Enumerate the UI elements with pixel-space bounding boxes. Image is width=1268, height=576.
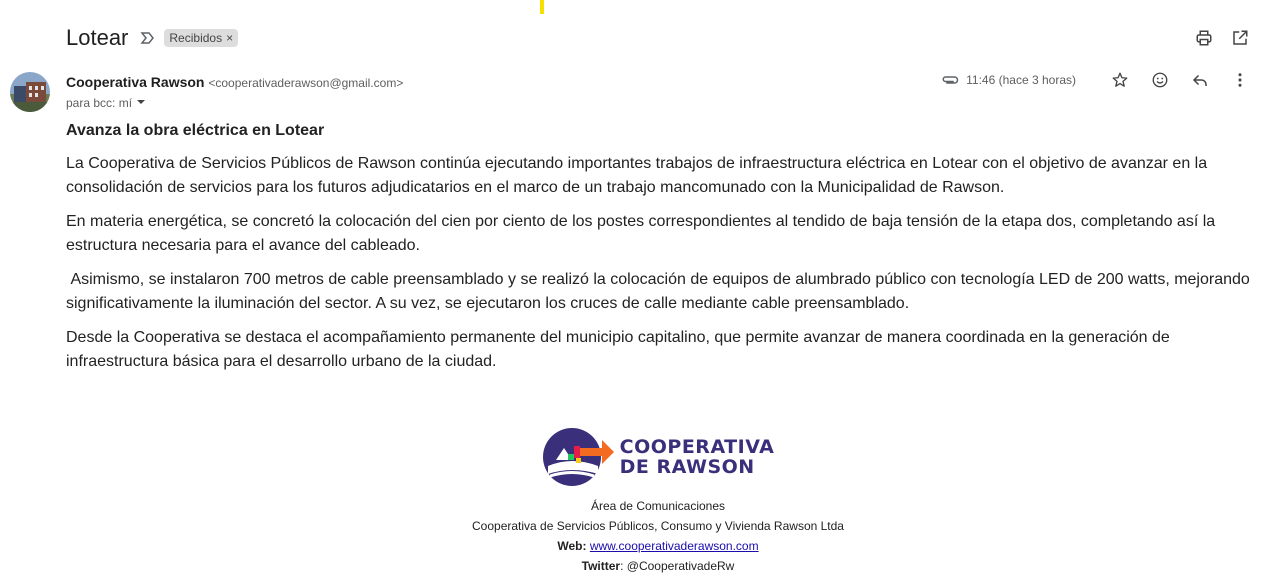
email-body	[66, 120, 1256, 384]
label-chip-inbox[interactable]	[164, 29, 238, 47]
label-remove-icon[interactable]: ×	[226, 31, 234, 45]
recipient-text: para bcc: mí	[66, 96, 133, 110]
email-signature	[0, 426, 1268, 576]
attachment-icon	[940, 70, 960, 90]
print-icon[interactable]	[1194, 28, 1214, 48]
label-chip-text: Recibidos	[169, 31, 223, 45]
web-label: Web:	[557, 539, 587, 553]
logo-line-2: DE RAWSON	[619, 456, 755, 478]
dropdown-arrow-icon[interactable]	[136, 96, 146, 110]
cooperativa-logo-icon	[542, 426, 614, 488]
email-subject: Lotear	[66, 25, 129, 50]
body-heading: Avanza la obra eléctrica en Lotear	[66, 122, 325, 139]
sender-row	[66, 74, 403, 90]
avatar[interactable]	[10, 72, 50, 112]
body-paragraph-1: La Cooperativa de Servicios Públicos de Rawson continúa ejecutando importantes trabajos de infraestructura eléctrica en Lotear con el objetivo de avanzar en la consolidación de servicios para los futuros adjudicatarios en el marco de un trabajo mancomunado con la Municipalidad de Rawson.	[66, 155, 1208, 196]
sender-name[interactable]: Cooperativa Rawson	[66, 74, 205, 90]
cooperativa-rawson-logo	[542, 426, 775, 488]
twitter-handle: : @CooperativadeRw	[620, 559, 735, 573]
body-paragraph-4: Desde la Cooperativa se destaca el acompañamiento permanente del municipio capitalino, que permite avanzar de manera coordinada en la generación de infraestructura básica para el desarrollo urbano de la ciudad.	[66, 329, 1170, 370]
signature-organization: Cooperativa de Servicios Públicos, Consumo y Vivienda Rawson Ltda	[472, 519, 844, 533]
emoji-reaction-icon[interactable]	[1150, 70, 1170, 90]
importance-marker-icon[interactable]	[140, 30, 156, 46]
open-in-new-window-icon[interactable]	[1230, 28, 1250, 48]
logo-wordmark	[620, 437, 775, 477]
sender-email: <cooperativaderawson@gmail.com>	[208, 76, 404, 90]
star-icon[interactable]	[1110, 70, 1130, 90]
signature-department: Área de Comunicaciones	[590, 499, 726, 513]
top-actions	[1194, 28, 1250, 48]
recipient-row	[66, 96, 146, 110]
more-vertical-icon[interactable]	[1230, 70, 1250, 90]
signature-web-line	[0, 536, 1268, 556]
reply-icon[interactable]	[1190, 70, 1210, 90]
body-paragraph-2: En materia energética, se concretó la colocación del cien por ciento de los postes correspondientes al tendido de baja tensión de la etapa dos, completando así la estructura necesaria para el avance del cableado.	[66, 213, 1216, 254]
message-time[interactable]: 11:46 (hace 3 horas)	[966, 73, 1076, 87]
signature-twitter-line	[0, 556, 1268, 576]
body-paragraph-3: Asimismo, se instalaron 700 metros de cable preensamblado y se realizó la colocación de equipos de alumbrado público con tecnología LED de 200 watts, mejorando significativamente la iluminación del sector. A su vez, se ejecutaron los cruces de calle mediante cable preensamblado.	[66, 271, 1255, 312]
website-link[interactable]: www.cooperativaderawson.com	[589, 539, 759, 553]
message-meta	[940, 70, 1250, 90]
subject-row	[66, 24, 238, 52]
logo-line-1: COOPERATIVA	[619, 436, 775, 458]
yellow-cursor-mark	[540, 0, 544, 14]
twitter-label: Twitter	[581, 559, 621, 573]
